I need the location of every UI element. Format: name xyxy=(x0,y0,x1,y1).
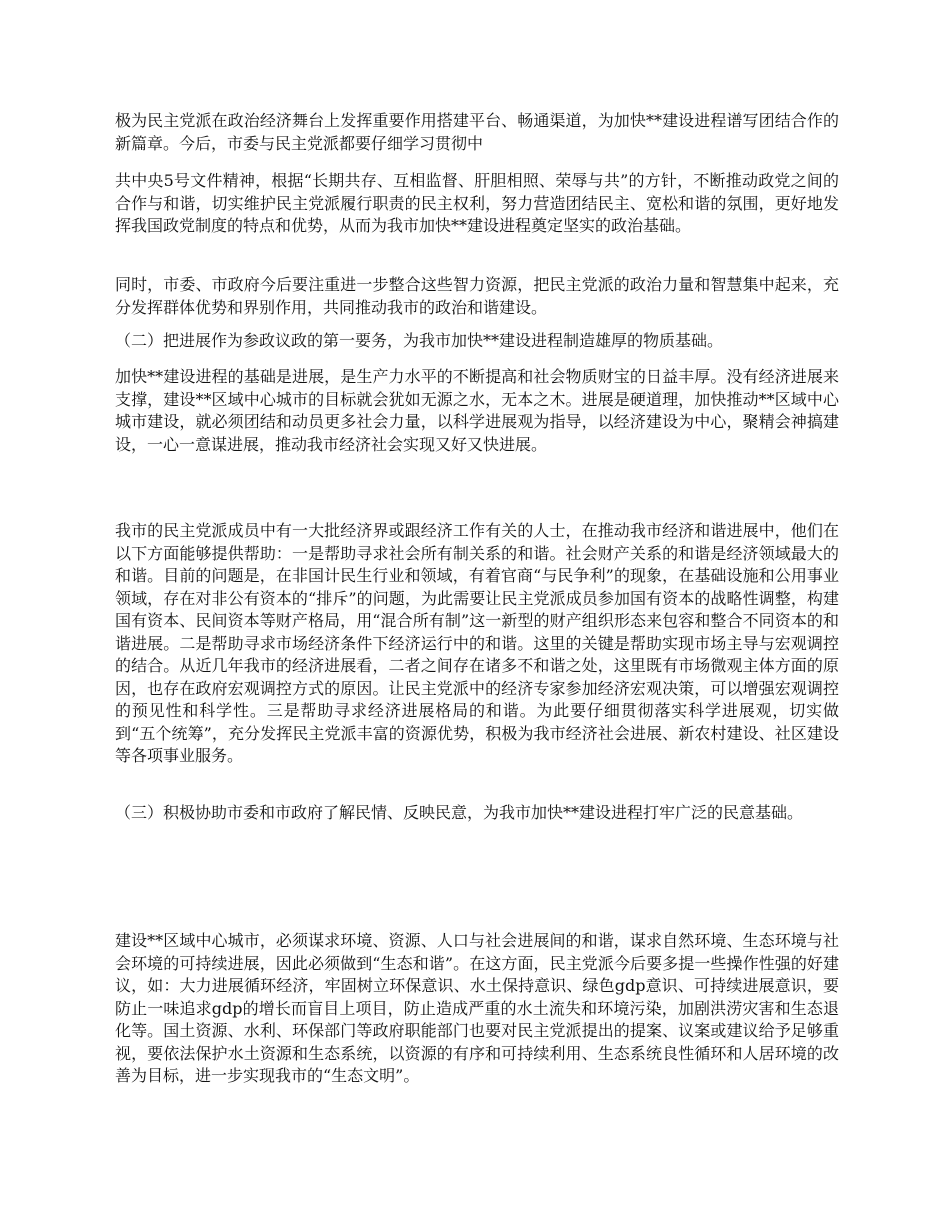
paragraph-integrate-resources: 同时，市委、市政府今后要注重进一步整合这些智力资源，把民主党派的政治力量和智慧集中起来，充分发挥群体优势和界别作用，共同推动我市的政治和谐建设。 xyxy=(115,275,839,317)
paragraph-economic-harmony: 我市的民主党派成员中有一大批经济界或跟经济工作有关的人士，在推动我市经济和谐进展中，他们在以下方面能够提供帮助：一是帮助寻求社会所有制关系的和谐。社会财产关系的和谐是经济领域最大的和谐。目前的问题是，在非国计民生行业和领域，有着官商“与民争利”的现象，在基础设施和公用事业领域，存在对非公有资本的“排斥”的问题，为此需要让民主党派成员参加国有资本的战略性调整，构建国有资本、民间资本等财产格局，用“混合所有制”这一新型的财产组织形态来包容和整合不同资本的和谐进展。二是帮助寻求市场经济条件下经济运行中的和谐。这里的关键是帮助实现市场主导与宏观调控的结合。从近几年我市的经济进展看，二者之间存在诸多不和谐之处，这里既有市场微观主体方面的原因，也存在政府宏观调控方式的原因。让民主党派中的经济专家参加经济宏观决策，可以增强宏观调控的预见性和科学性。三是帮助寻求经济进展格局的和谐。为此要仔细贯彻落实科学进展观，切实做到“五个统筹”，充分发挥民主党派丰富的资源优势，积极为我市经济社会进展、新农村建设、社区建设等各项事业服务。 xyxy=(115,521,839,765)
paragraph-ecological-harmony: 建设**区域中心城市，必须谋求环境、资源、人口与社会进展间的和谐，谋求自然环境、生态环境与社会环境的可持续进展，因此必须做到“生态和谐”。在这方面，民主党派今后要多提一些操作性强的好建议，如：大力进展循环经济，牢固树立环保意识、水土保持意识、绿色gdp意识、可持续进展意识，要防止一味追求gdp的增长而盲目上项目，防止造成严重的水土流失和环境污染，加剧洪涝灾害和生态退化等。国土资源、水利、环保部门等政府职能部门也要对民主党派提出的提案、议案或建议给予足够重视，要依法保护水土资源和生态系统，以资源的有序和可持续利用、生态系统良性循环和人居环境的改善为目标，进一步实现我市的“生态文明”。 xyxy=(115,931,839,1085)
section-heading-2: （二）把进展作为参政议政的第一要务，为我市加快**建设进程制造雄厚的物质基础。 xyxy=(115,331,724,350)
paragraph-intro-continuation: 极为民主党派在政治经济舞台上发挥重要作用搭建平台、畅通渠道，为加快**建设进程谱写团结合作的新篇章。今后，市委与民主党派都要仔细学习贯彻中 xyxy=(115,111,839,153)
paragraph-document-5-spirit: 共中央5号文件精神，根据“长期共存、互相监督、肝胆相照、荣辱与共”的方针，不断推动政党之间的合作与和谐，切实维护民主党派履行职责的民主权利，努力营造团结民主、宽松和谐的氛围，更好地发挥我国政党制度的特点和优势，从而为我市加快**建设进程奠定坚实的政治基础。 xyxy=(115,171,839,235)
paragraph-development-foundation: 加快**建设进程的基础是进展，是生产力水平的不断提高和社会物质财宝的日益丰厚。没有经济进展来支撑，建设**区域中心城市的目标就会犹如无源之水，无本之木。进展是硬道理，加快推动**区域中心城市建设，就必须团结和动员更多社会力量，以科学进展观为指导，以经济建设为中心，聚精会神搞建设，一心一意谋进展，推动我市经济社会实现又好又快进展。 xyxy=(115,367,839,454)
section-heading-3: （三）积极协助市委和市政府了解民情、反映民意，为我市加快**建设进程打牢广泛的民意基础。 xyxy=(115,803,804,822)
